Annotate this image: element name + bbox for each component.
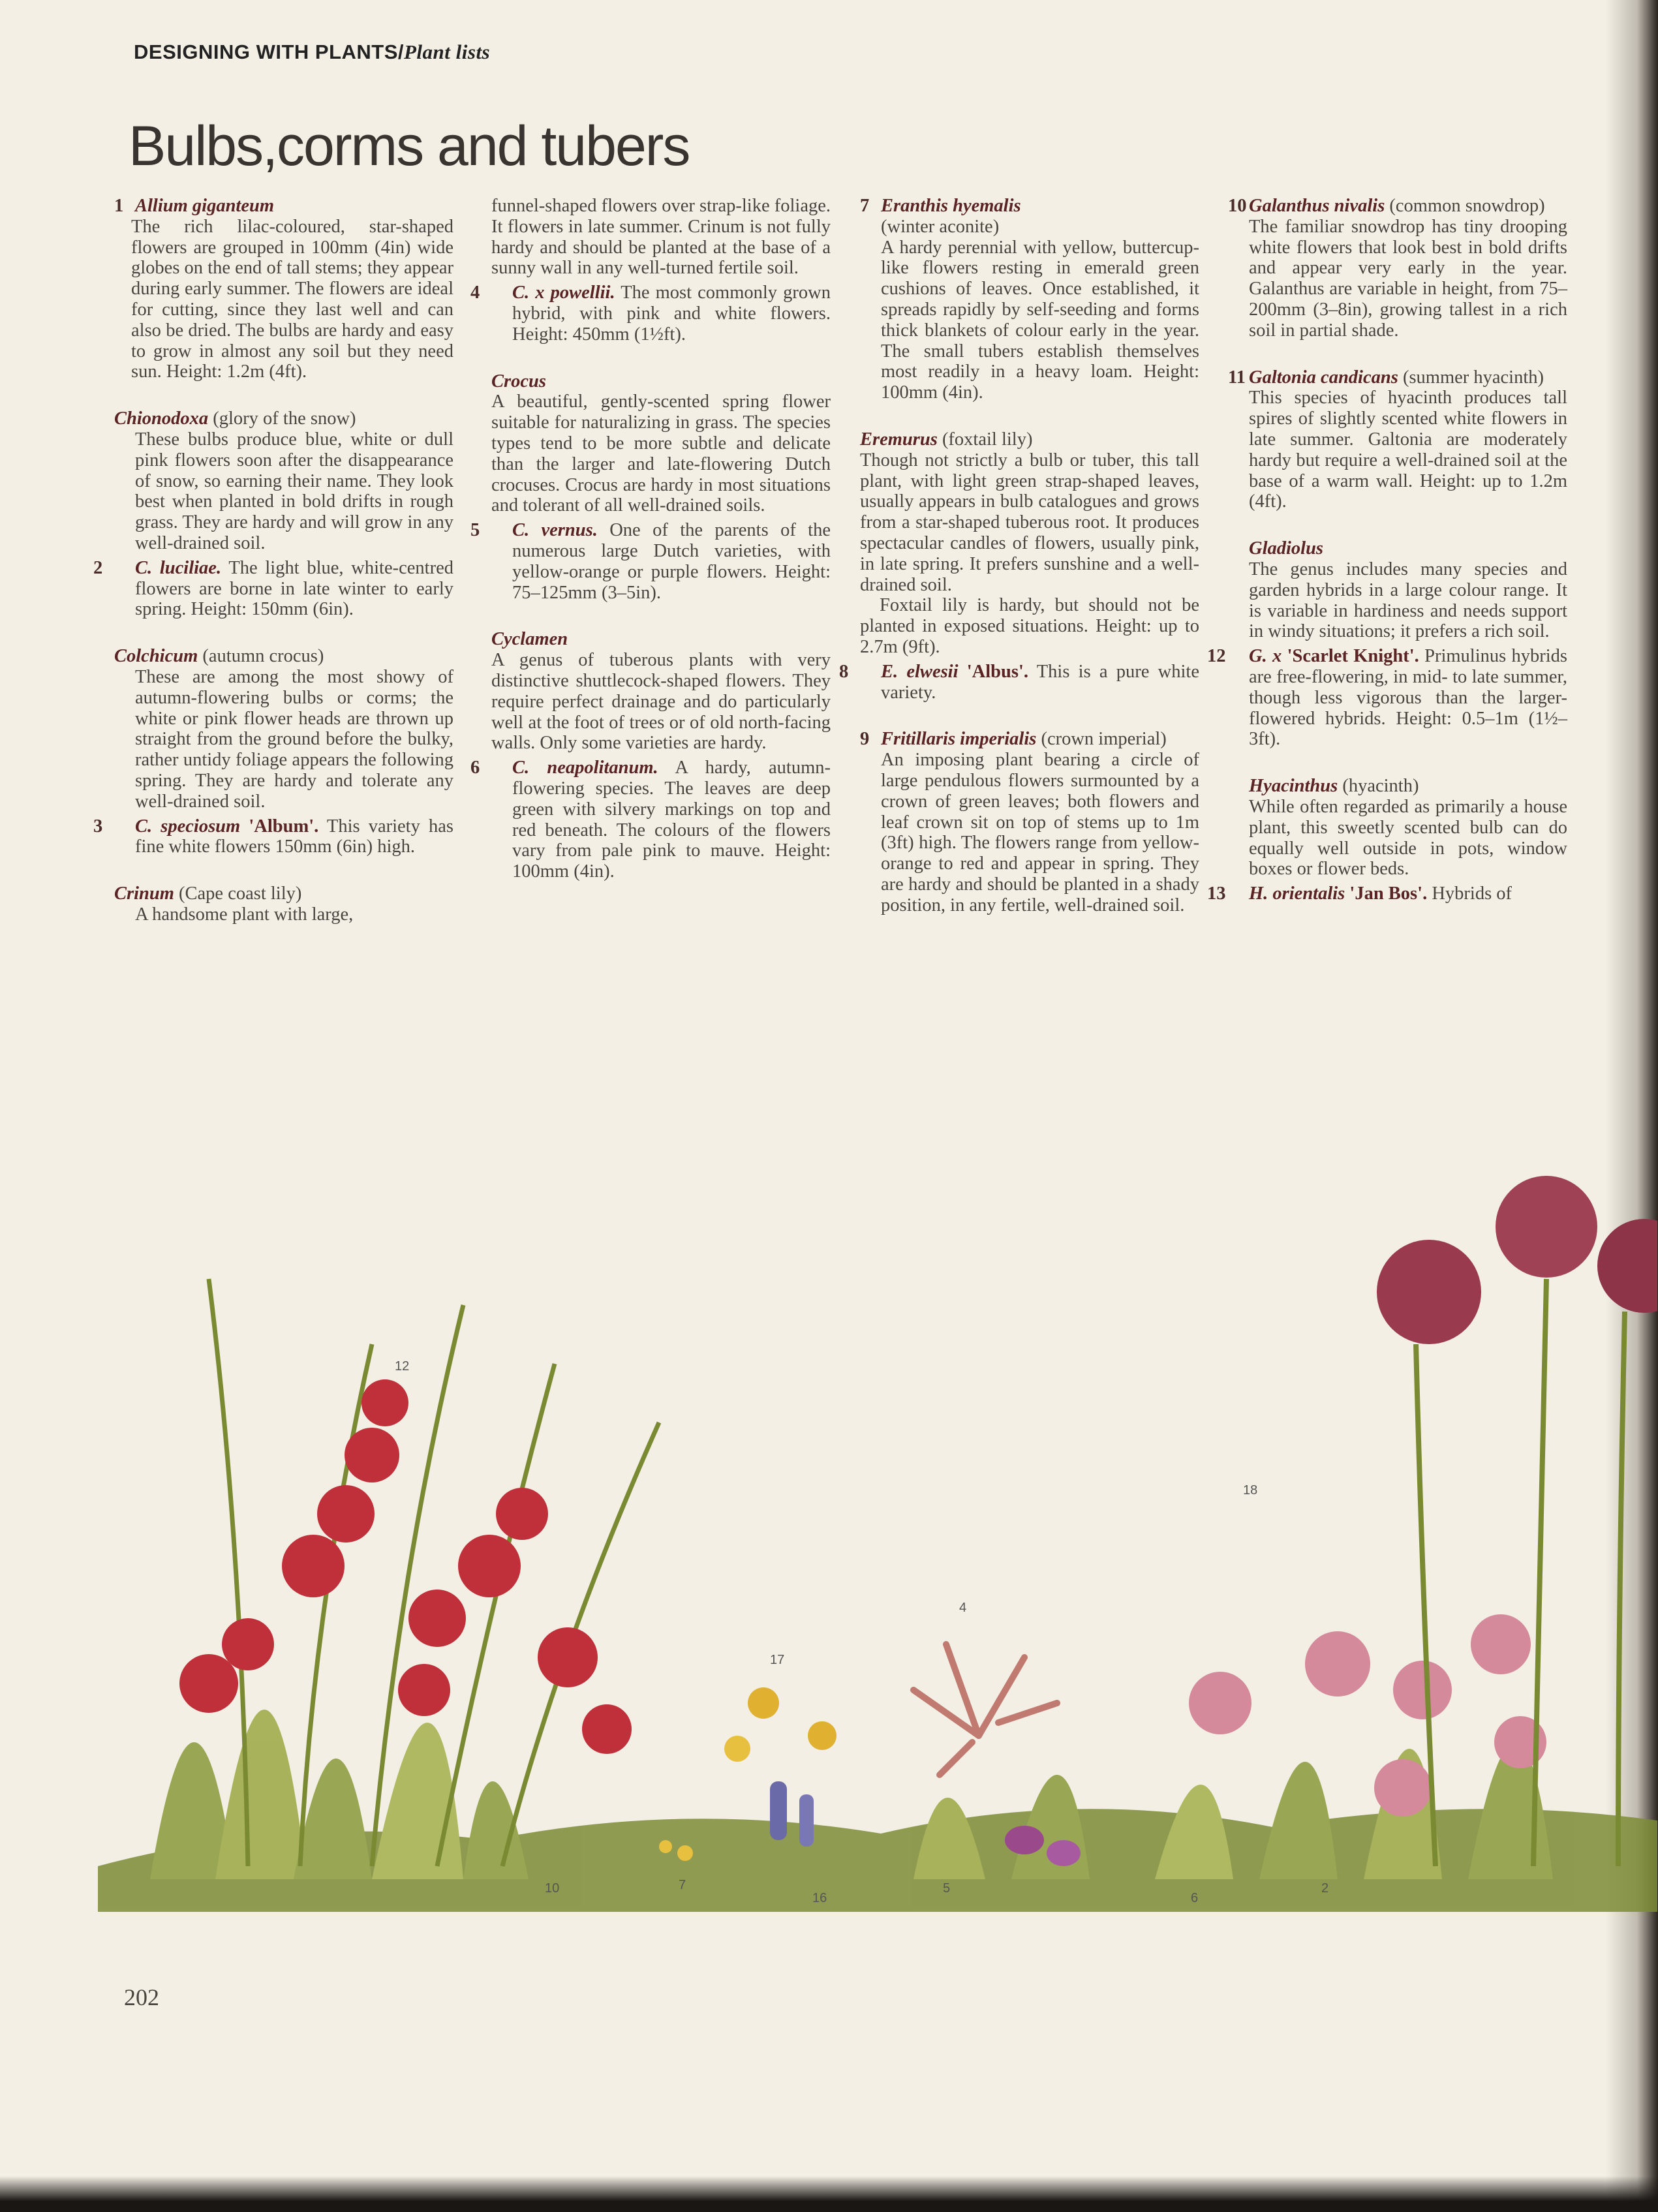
common-name: (Cape coast lily) bbox=[179, 883, 302, 904]
plant-name: Gladiolus bbox=[1249, 538, 1324, 559]
plant-name: Cyclamen bbox=[491, 629, 568, 650]
gladiolus-flowers bbox=[179, 1379, 632, 1754]
plant-name: Galanthus nivalis bbox=[1249, 196, 1385, 216]
entry-number: 12 bbox=[1207, 646, 1226, 667]
common-name: (common snowdrop) bbox=[1389, 196, 1545, 216]
entry-number: 1 bbox=[114, 196, 124, 216]
plant-name: C. vernus. bbox=[512, 520, 598, 541]
entry-crinum bbox=[114, 883, 453, 925]
entry-description: An imposing plant bearing a circle of large pendulous flowers surmounted by a crown of green leaves; both flowers and leaf crown sit on top of stems up to 1m (3ft) high. The flowers range from yellow-orange to red and appear in spring. They are hardy and should be planted in a shady position, in any fertile, well-drained soil. bbox=[881, 750, 1199, 915]
plant-name: C. luciliae. bbox=[135, 557, 222, 578]
entry-hyacinthus bbox=[1228, 776, 1567, 880]
common-name: (hyacinth) bbox=[1342, 776, 1419, 797]
callout-label: 18 bbox=[1243, 1483, 1258, 1498]
entry-e-elwesii-albus bbox=[839, 661, 1199, 703]
entry-gladiolus bbox=[1228, 538, 1567, 642]
cultivar-name: 'Scarlet Knight'. bbox=[1287, 646, 1419, 667]
text-column-2 bbox=[470, 196, 831, 908]
entry-description-continued: Foxtail lily is hardy, but should not be planted in exposed situations. Height: up to 2.7m (9ft). bbox=[860, 595, 1199, 657]
entry-description: While often regarded as primarily a house plant, this sweetly scented bulb can do equally well outside in pots, window boxes or flower beds. bbox=[1249, 796, 1567, 880]
plant-name: H. orientalis bbox=[1249, 883, 1345, 904]
entry-description: Hybrids of bbox=[1432, 883, 1512, 904]
entry-description: A beautiful, gently-scented spring flower suitable for naturalizing in grass. The species types tend to be more subtle and delicate than the larger and late-flowering Dutch crocuses. Crocus are hardy in most situations and tolerant of all well-drained soils. bbox=[491, 392, 831, 516]
entry-c-powellii bbox=[470, 283, 831, 345]
callout-label: 17 bbox=[770, 1653, 785, 1667]
common-name: (crown imperial) bbox=[1041, 729, 1167, 750]
running-head bbox=[134, 40, 490, 64]
entry-galanthus-nivalis bbox=[1228, 196, 1567, 341]
entry-number: 2 bbox=[93, 557, 103, 578]
entry-number: 6 bbox=[470, 758, 480, 778]
entry-number: 10 bbox=[1228, 196, 1247, 216]
entry-eranthis-hyemalis bbox=[860, 196, 1199, 403]
section-label: DESIGNING WITH PLANTS/ bbox=[134, 40, 404, 63]
entry-description: These bulbs produce blue, white or dull pink flowers soon after the disappearance of snow, so earning their name. They look best when planted in bold drifts in rough grass. They are hardy and will grow in any well-drained soil. bbox=[135, 429, 453, 553]
entry-number: 3 bbox=[93, 816, 103, 837]
entry-number: 7 bbox=[860, 196, 870, 216]
entry-number: 5 bbox=[470, 520, 480, 541]
entry-fritillaris-imperialis bbox=[860, 729, 1199, 915]
entry-crinum-continued bbox=[491, 196, 831, 279]
entry-description: A hardy, autumn-flowering species. The leaves are deep green with silvery markings on top and red beneath. The colours of the flowers vary from pale pink to mauve. Height: 100mm (4in). bbox=[512, 758, 831, 882]
foliage-ground bbox=[98, 1710, 1657, 1912]
entry-galtonia-candicans bbox=[1228, 367, 1567, 513]
plant-name: Allium giganteum bbox=[135, 196, 275, 216]
page-number: 202 bbox=[124, 1984, 159, 2010]
entry-eremurus bbox=[860, 429, 1199, 658]
cultivar-name: 'Album'. bbox=[249, 816, 319, 837]
entry-number: 8 bbox=[839, 661, 849, 682]
text-column-4 bbox=[1207, 196, 1568, 930]
entry-c-luciliae bbox=[93, 557, 453, 620]
entry-description: The light blue, white-centred flowers are borne in late winter to early spring. Height: 150mm (6in). bbox=[135, 557, 453, 620]
entry-description: These are among the most showy of autumn-flowering bulbs or corms; the white or pink flower heads are thrown up straight from the ground before the bulky, rather untidy foliage appears the following spring. They are hardy and tolerate any well-drained soil. bbox=[135, 666, 453, 812]
entry-description: funnel-shaped flowers over strap-like foliage. It flowers in late summer. Crinum is not fully hardy and should be planted at the base of a sunny wall in any well-turned fertile soil. bbox=[491, 196, 831, 279]
common-name: (glory of the snow) bbox=[213, 408, 356, 429]
callout-label: 6 bbox=[1191, 1891, 1199, 1905]
text-column-1 bbox=[93, 196, 453, 951]
common-name: (summer hyacinth) bbox=[1402, 367, 1544, 388]
callout-label: 16 bbox=[812, 1891, 827, 1905]
callout-label: 2 bbox=[1321, 1881, 1329, 1896]
entry-c-neapolitanum bbox=[470, 758, 831, 882]
plant-name: C. neapolitanum. bbox=[512, 758, 658, 778]
plant-name: C. speciosum bbox=[135, 816, 241, 837]
entry-description: A hardy perennial with yellow, buttercup-like flowers resting in emerald green cushions of leaves. Once established, it spreads rapidly by self-seeding and forms thick blankets of colour early in the year. The small tubers establish themselves most readily in a heavy loam. Height: 100mm (4in). bbox=[881, 237, 1199, 403]
entry-description: One of the parents of the numerous large Dutch varieties, with yellow-orange or purple flowers. Height: 75–125mm (3–5in). bbox=[512, 520, 831, 603]
entry-description: The familiar snowdrop has tiny drooping white flowers that look best in bold drifts and appear very early in the year. Galanthus are variable in height, from 75–200mm (3–8in), growing tallest in a rich soil in partial shade. bbox=[1249, 216, 1567, 341]
plant-name: Chionodoxa bbox=[114, 408, 209, 429]
entry-number: 9 bbox=[860, 729, 870, 750]
entry-description: This variety has fine white flowers 150mm (6in) high. bbox=[135, 816, 453, 857]
entry-description: This is a pure white variety. bbox=[881, 661, 1199, 703]
plant-name: Hyacinthus bbox=[1249, 776, 1338, 797]
plant-name: Colchicum bbox=[114, 646, 198, 667]
page-bottom-edge bbox=[0, 2176, 1658, 2212]
botanical-illustration bbox=[98, 1148, 1657, 1912]
common-name: (winter aconite) bbox=[881, 216, 1000, 237]
plant-name: Crinum bbox=[114, 883, 174, 904]
entry-description: A handsome plant with large, bbox=[135, 904, 354, 925]
common-name: (autumn crocus) bbox=[202, 646, 324, 667]
text-column-3 bbox=[839, 196, 1199, 942]
callout-label: 5 bbox=[943, 1881, 951, 1896]
callout-label: 12 bbox=[395, 1359, 410, 1374]
entry-allium-giganteum bbox=[114, 196, 453, 382]
entry-description: The genus includes many species and garden hybrids in a large colour range. It is variable in hardiness and needs support in windy situations; it prefers a rich soil. bbox=[1249, 559, 1567, 642]
cultivar-name: 'Albus'. bbox=[966, 661, 1029, 682]
plant-name: Eranthis hyemalis bbox=[881, 196, 1021, 216]
common-name: (foxtail lily) bbox=[942, 429, 1033, 450]
entry-g-scarlet-knight bbox=[1207, 646, 1568, 750]
entry-cyclamen bbox=[491, 629, 831, 754]
plant-name: Galtonia candicans bbox=[1249, 367, 1398, 388]
entry-c-speciosum-album bbox=[93, 816, 453, 858]
entry-crocus bbox=[491, 371, 831, 517]
plant-name: Fritillaris imperialis bbox=[881, 729, 1037, 750]
entry-number: 13 bbox=[1207, 883, 1226, 904]
entry-colchicum bbox=[114, 646, 453, 812]
entry-description: Though not strictly a bulb or tuber, this tall plant, with light green strap-shaped leaves, usually appears in bulb catalogues and grows from a star-shaped tuberous root. It produces spectacular candles of flowers, usually pink, in late spring. It prefers sunshine and a well-drained soil. bbox=[860, 450, 1199, 595]
entry-h-orientalis-jan-bos bbox=[1207, 883, 1567, 904]
entry-number: 11 bbox=[1228, 367, 1246, 388]
entry-description: Primulinus hybrids are free-flowering, in mid- to late summer, though less vigorous than the larger-flowered hybrids. Height: 0.5–1m (1½–3ft). bbox=[1249, 646, 1568, 750]
entry-chionodoxa bbox=[114, 408, 453, 554]
plant-name: Eremurus bbox=[860, 429, 938, 450]
cultivar-name: 'Jan Bos'. bbox=[1349, 883, 1428, 904]
subsection-label: Plant lists bbox=[404, 40, 491, 63]
plant-name: E. elwesii bbox=[881, 661, 959, 682]
entry-description: A genus of tuberous plants with very distinctive shuttlecock-shaped flowers. They require perfect drainage and do particularly well at the foot of trees or of old north-facing walls. Only some varieties are hardy. bbox=[491, 650, 831, 754]
plant-name: Crocus bbox=[491, 371, 546, 392]
plant-name: C. x powellii. bbox=[512, 283, 615, 303]
entry-c-vernus bbox=[470, 520, 831, 603]
entry-description: The most commonly grown hybrid, with pink and white flowers. Height: 450mm (1½ft). bbox=[512, 283, 831, 345]
plant-name: G. x bbox=[1249, 646, 1282, 667]
page-title: Bulbs,corms and tubers bbox=[129, 115, 690, 177]
callout-label: 10 bbox=[545, 1881, 560, 1896]
callout-label: 7 bbox=[679, 1878, 686, 1892]
entry-description: This species of hyacinth produces tall spires of slightly scented white flowers in late summer. Galtonia are moderately hardy but require a well-drained soil at the base of a warm wall. Height: up to 1.2m (4ft). bbox=[1249, 388, 1567, 512]
entry-number: 4 bbox=[470, 283, 480, 303]
crinum-flowers bbox=[913, 1644, 1057, 1775]
callout-label: 4 bbox=[959, 1601, 967, 1615]
entry-description: The rich lilac-coloured, star-shaped flowers are grouped in 100mm (4in) wide globes on the end of tall stems; they appear during early summer. The flowers are ideal for cutting, since they last well and can also be dried. The bulbs are hardy and easy to grow in almost any soil but they need sun. Height: 1.2m (4ft). bbox=[131, 216, 453, 382]
